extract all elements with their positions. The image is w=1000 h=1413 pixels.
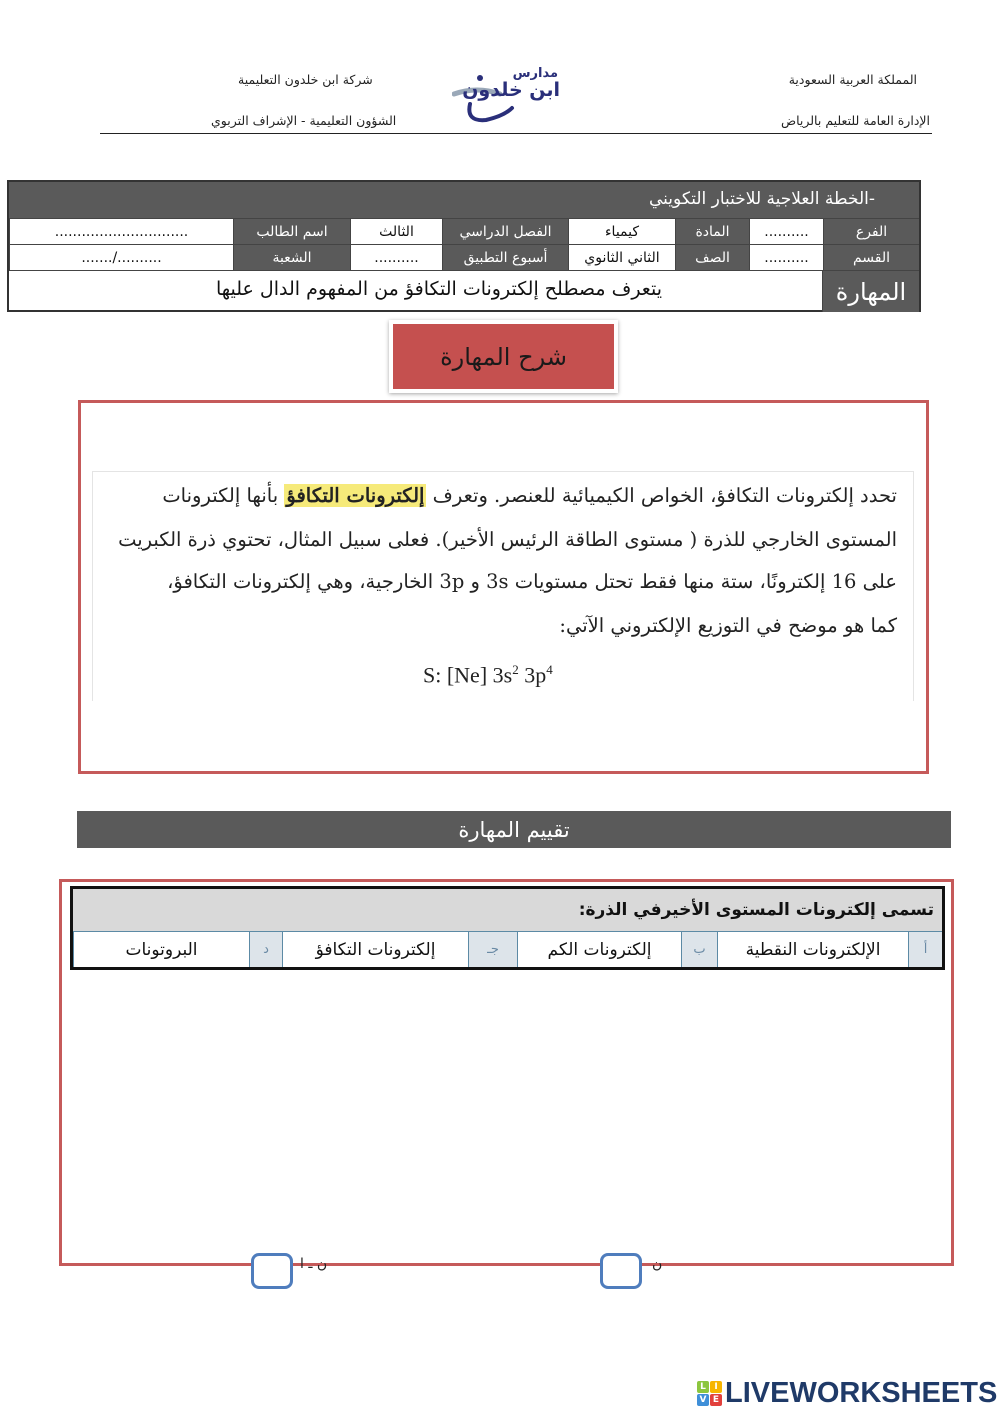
option-c[interactable]: إلكترونات التكافؤ <box>282 932 468 967</box>
label-class: الشعبة <box>233 244 350 270</box>
explanation-line-4: كما هو موضح في التوزيع الإلكتروني الآتي: <box>559 614 897 637</box>
logo-big-text: ابن خلدون <box>462 79 560 101</box>
field-week[interactable]: .......... <box>350 244 442 270</box>
header-department: الشؤون التعليمية - الإشراف التربوي <box>211 113 397 128</box>
header-administration: الإدارة العامة للتعليم بالرياض <box>780 113 930 128</box>
explanation-line-2: المستوى الخارجي للذرة ( مستوى الطاقة الرئيس الأخير). فعلى سبيل المثال، تحتوي ذرة الكبريت <box>118 528 897 551</box>
label-branch: الفرع <box>823 218 919 244</box>
option-d-letter: د <box>249 932 282 967</box>
header-kingdom: المملكة العربية السعودية <box>788 72 917 87</box>
live-tiles-icon: L I V E <box>697 1381 722 1406</box>
checkbox-1-label: ن <box>652 1256 663 1272</box>
explanation-line-3: على 16 إلكترونًا، ستة منها فقط تحتل مستويات 3s و 3p الخارجية، وهي إلكترونات التكافؤ، <box>167 570 897 593</box>
question-text: تسمى إلكترونات المستوى الأخيرفي الذرة: <box>73 889 942 932</box>
explanation-text-box <box>92 471 914 701</box>
label-semester: الفصل الدراسي <box>442 218 568 244</box>
electron-configuration: S: [Ne] $3s^2$ $3p^4$ <box>423 662 553 688</box>
skill-label: المهارة <box>823 271 919 312</box>
label-week: أسبوع التطبيق <box>442 244 568 270</box>
option-a[interactable]: الإلكترونات النقطية <box>717 932 908 967</box>
option-c-letter: جـ <box>468 932 517 967</box>
label-grade: الصف <box>675 244 749 270</box>
answer-checkbox-1[interactable] <box>600 1253 642 1289</box>
evaluation-title: تقييم المهارة <box>77 811 951 848</box>
field-class[interactable]: ........../....... <box>9 244 233 270</box>
highlighted-term: إلكترونات التكافؤ <box>286 484 425 507</box>
value-grade: الثاني الثانوي <box>568 244 675 270</box>
logo-small-text: مدارس <box>512 66 558 81</box>
answer-checkbox-2[interactable] <box>251 1253 293 1289</box>
header-divider <box>100 133 932 134</box>
explain-skill-label: شرح المهارة <box>393 324 614 389</box>
explain-skill-button[interactable] <box>389 320 618 393</box>
school-logo <box>452 64 564 128</box>
label-section: القسم <box>823 244 919 270</box>
options-row <box>73 932 942 967</box>
question-table <box>70 886 945 970</box>
info-table <box>7 180 921 312</box>
brand-name: LIVEWORKSHEETS <box>725 1376 998 1409</box>
info-row-2 <box>9 244 919 270</box>
plan-title: -الخطة العلاجية للاختبار التكويني <box>9 182 919 218</box>
field-branch[interactable]: .......... <box>749 218 823 244</box>
field-student-name[interactable]: .............................. <box>9 218 233 244</box>
value-semester: الثالث <box>350 218 442 244</box>
value-subject: كيمياء <box>568 218 675 244</box>
label-student-name: اسم الطالب <box>233 218 350 244</box>
field-section[interactable]: .......... <box>749 244 823 270</box>
option-d[interactable]: البروتونات <box>73 932 249 967</box>
info-row-1 <box>9 218 919 244</box>
skill-text: يتعرف مصطلح إلكترونات التكافؤ من المفهوم الدال عليها <box>9 271 823 312</box>
option-b[interactable]: إلكترونات الكم <box>517 932 681 967</box>
option-b-letter: ب <box>681 932 717 967</box>
option-a-letter: أ <box>908 932 942 967</box>
skill-row <box>9 270 919 312</box>
explanation-line-1: تحدد إلكترونات التكافؤ، الخواص الكيميائية للعنصر. وتعرف إلكترونات التكافؤ بأنها إلكترونات <box>162 484 897 507</box>
liveworksheets-logo <box>697 1378 997 1408</box>
checkbox-2-label: ن ـ ا <box>300 1256 328 1272</box>
label-subject: المادة <box>675 218 749 244</box>
header-company: شركة ابن خلدون التعليمية <box>238 72 373 87</box>
